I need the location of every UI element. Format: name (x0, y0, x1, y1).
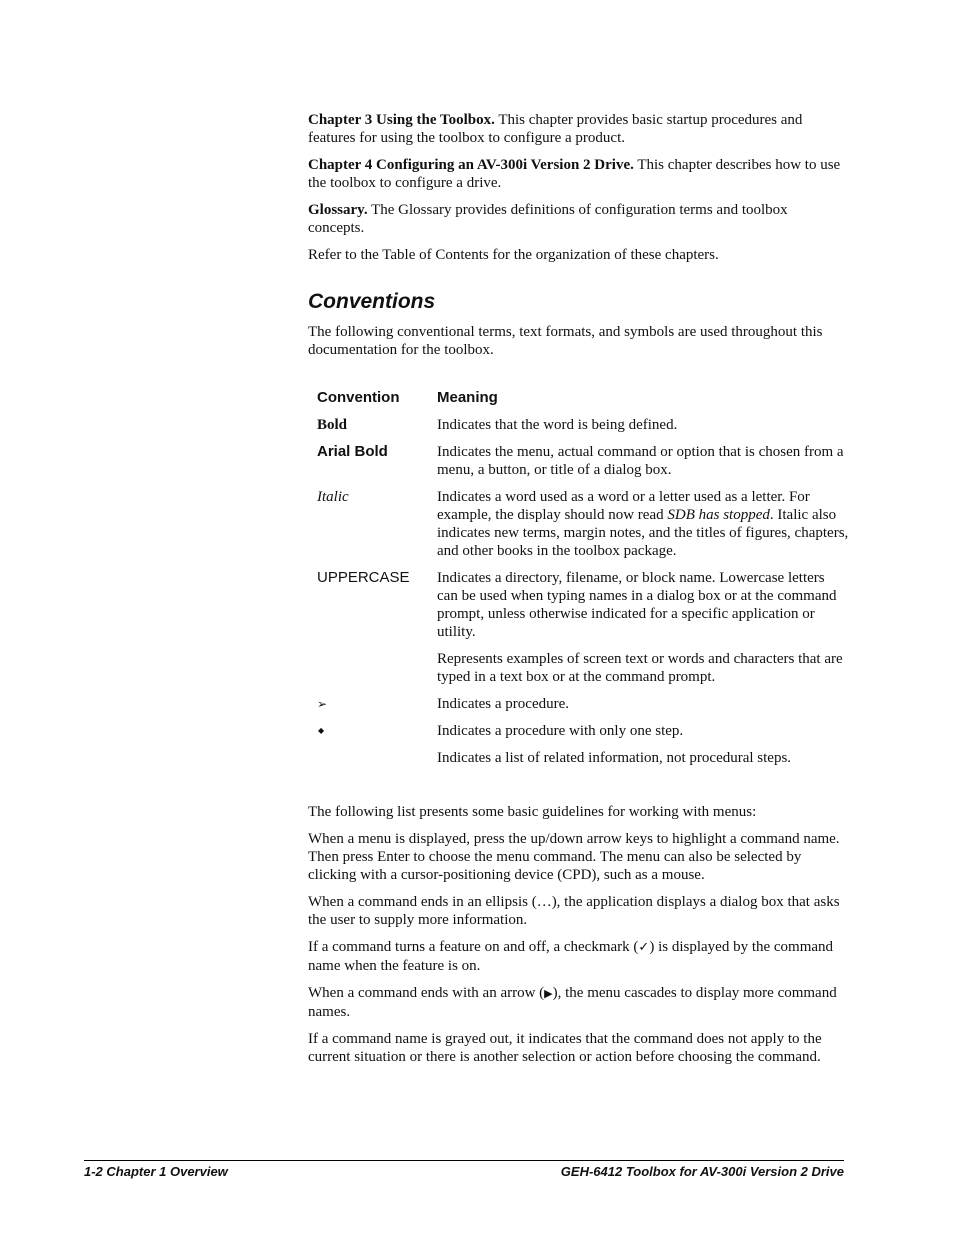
convention-uppercase: UPPERCASE (317, 569, 410, 586)
meaning-cell (437, 488, 849, 569)
glossary-text: The Glossary provides definitions of configuration terms and toolbox concepts. (308, 202, 788, 236)
footer-left: 1-2 Chapter 1 Overview (84, 1164, 228, 1179)
meaning-cell: Represents examples of screen text or words and characters that are typed in a text box or at the command prompt. (437, 651, 843, 685)
table-row (317, 650, 849, 695)
chapter-4-text: This chapter describes how to use the toolbox to configure a drive. (308, 157, 841, 191)
conventions-heading: Conventions (308, 290, 436, 313)
convention-arial-bold: Arial Bold (317, 443, 388, 460)
column-header-convention: Convention (317, 389, 400, 406)
guideline-paragraph (308, 984, 844, 1021)
chapter-4-entry (308, 156, 844, 192)
example-text: SDB has stopped (667, 507, 770, 523)
footer-right: GEH-6412 Toolbox for AV-300i Version 2 Drive (560, 1164, 844, 1179)
chapter-3-title: Chapter 3 Using the Toolbox. (308, 112, 495, 128)
table-row (317, 488, 849, 569)
checkmark-icon: ✓ (638, 940, 650, 955)
meaning-text: Indicates a word used as a word or a letter used as a letter. For example, the display should now read (437, 489, 810, 523)
meaning-text: . Italic also indicates new terms, margin notes, and the titles of figures, chapters, and other books in the toolbox package. (437, 507, 849, 559)
table-row (317, 695, 849, 722)
table-row (317, 722, 849, 749)
guideline-text: When a command ends with an arrow ( (308, 985, 545, 1001)
guideline-paragraph: When a command ends in an ellipsis (…), the application displays a dialog box that asks the user to supply more information. (308, 894, 840, 928)
column-header-meaning: Meaning (437, 389, 498, 406)
page-footer (84, 1160, 844, 1179)
conventions-lead: The following conventional terms, text formats, and symbols are used throughout this documentation for the toolbox. (308, 324, 823, 358)
guideline-paragraph: If a command name is grayed out, it indicates that the command does not apply to the current situation or there is another selection or action before choosing the command. (308, 1031, 822, 1065)
chapter-3-entry (308, 111, 844, 147)
glossary-title: Glossary. (308, 202, 368, 218)
convention-bold: Bold (317, 417, 348, 433)
meaning-cell: Indicates a procedure with only one step. (437, 723, 684, 739)
table-row (317, 416, 849, 443)
page-body (308, 111, 849, 1075)
cascade-arrow-icon: ▶ (544, 987, 553, 1000)
glossary-entry (308, 201, 844, 237)
refer-paragraph: Refer to the Table of Contents for the organization of these chapters. (308, 247, 719, 263)
table-row (317, 569, 849, 650)
meaning-cell: Indicates the menu, actual command or option that is chosen from a menu, a button, or title of a dialog box. (437, 444, 844, 478)
menu-guidelines (308, 803, 844, 1066)
chapter-4-title: Chapter 4 Configuring an AV-300i Version 2 Drive. (308, 157, 634, 173)
procedure-arrow-icon: ➢ (317, 697, 328, 711)
meaning-cell: Indicates that the word is being defined. (437, 417, 678, 433)
guideline-text: ) is displayed by the command name when the feature is on. (308, 939, 834, 974)
table-row (317, 749, 849, 776)
guideline-paragraph: When a menu is displayed, press the up/down arrow keys to highlight a command name. Then press Enter to choose the menu command. The menu can also be selected by clicking with a cursor-positioning device (CPD), such as a mouse. (308, 831, 840, 883)
conventions-table (317, 389, 849, 776)
convention-italic: Italic (317, 489, 349, 505)
guidelines-lead: The following list presents some basic guidelines for working with menus: (308, 804, 757, 820)
meaning-cell: Indicates a directory, filename, or block name. Lowercase letters can be used when typing names in a dialog box or at the command prompt, unless otherwise indicated for a specific application or utility. (437, 570, 837, 640)
diamond-bullet-icon: ◆ (318, 726, 325, 735)
guideline-text: ), the menu cascades to display more command names. (308, 985, 837, 1020)
table-row (317, 443, 849, 488)
meaning-cell: Indicates a list of related information, not procedural steps. (437, 750, 792, 766)
convention-blank (317, 749, 437, 776)
guideline-paragraph (308, 938, 844, 975)
convention-blank (317, 650, 437, 695)
chapter-3-text: This chapter provides basic startup procedures and features for using the toolbox to configure a product. (308, 112, 803, 146)
meaning-cell: Indicates a procedure. (437, 696, 570, 712)
table-header-row (317, 389, 849, 416)
guideline-text: If a command turns a feature on and off, a checkmark ( (308, 939, 639, 955)
